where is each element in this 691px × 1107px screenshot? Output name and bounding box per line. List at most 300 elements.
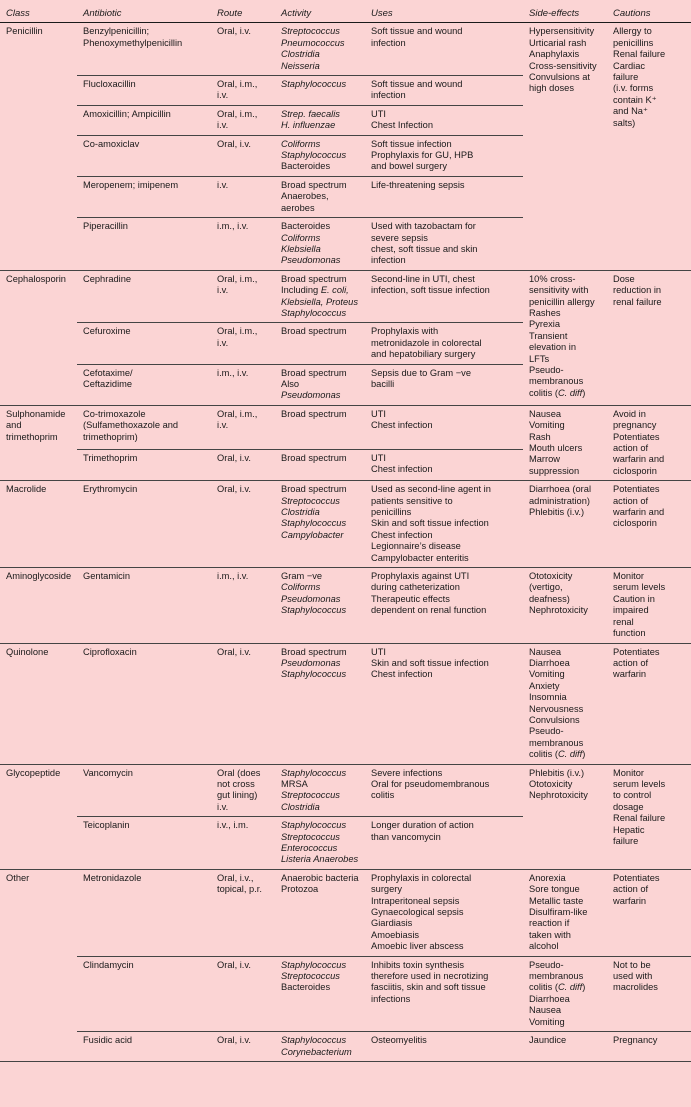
side-effects-cell xyxy=(523,23,607,270)
activity-line: Clostridia xyxy=(281,801,320,812)
route-line: i.m., i.v. xyxy=(217,571,249,582)
antibiotic-line: Cefotaxime/ xyxy=(83,367,133,378)
activity-line: Klebsiella, Proteus xyxy=(281,296,358,307)
class-cell: Cephalosporin xyxy=(0,270,77,405)
antibiotic-line: Co-amoxiclav xyxy=(83,138,140,149)
uses-line: during catheterization xyxy=(371,582,460,593)
side-effect-line: Diarrhoea xyxy=(529,657,570,668)
side-effect-line: Nervousness xyxy=(529,703,584,714)
activity-cell xyxy=(275,956,365,1031)
route-line: i.v. xyxy=(217,801,229,812)
side-effect-line: Nausea xyxy=(529,1005,562,1016)
caution-line: Allergy to xyxy=(613,26,652,37)
antibiotic-line: Flucloxacillin xyxy=(83,79,136,90)
side-effect-line: Phlebitis (i.v.) xyxy=(529,767,585,778)
activity-line: Including E. coli, xyxy=(281,285,349,296)
side-effect-line: Nephrotoxicity xyxy=(529,790,588,801)
route-line: Oral, i.m., xyxy=(217,79,258,90)
caution-line: serum levels xyxy=(613,778,666,789)
route-cell xyxy=(211,764,275,817)
cautions-cell xyxy=(607,643,691,764)
class-cell: Quinolone xyxy=(0,643,77,764)
antibiotic-cell xyxy=(77,76,211,106)
side-effect-line: Vomiting xyxy=(529,1016,565,1027)
route-line: Oral, i.v., xyxy=(217,872,254,883)
activity-cell xyxy=(275,764,365,817)
caution-line: salts) xyxy=(613,117,636,128)
activity-line: Coliforms xyxy=(281,138,321,149)
antibiotic-cell xyxy=(77,568,211,643)
class-cell: Macrolide xyxy=(0,481,77,568)
side-effects-cell xyxy=(523,405,607,480)
caution-line: reduction in xyxy=(613,285,662,296)
antibiotic-cell xyxy=(77,364,211,405)
header-antibiotic: Antibiotic xyxy=(77,0,211,23)
antibiotic-cell xyxy=(77,449,211,481)
uses-line: bacilli xyxy=(371,378,395,389)
uses-cell xyxy=(365,869,523,956)
route-cell xyxy=(211,568,275,643)
activity-line: Coliforms xyxy=(281,582,321,593)
side-effects-cell xyxy=(523,270,607,405)
uses-line: Soft tissue and wound xyxy=(371,26,463,37)
side-effect-line: Pyrexia xyxy=(529,319,561,330)
class-group-macrolide xyxy=(0,481,691,568)
activity-line: Pseudomonas xyxy=(281,593,341,604)
route-cell xyxy=(211,135,275,176)
side-effect-line: Pseudo- xyxy=(529,959,564,970)
activity-line: Neisseria xyxy=(281,60,320,71)
antibiotic-cell xyxy=(77,323,211,364)
antibiotic-cell xyxy=(77,218,211,271)
antibiotic-line: Fusidic acid xyxy=(83,1035,133,1046)
activity-line: Strep. faecalis xyxy=(281,108,340,119)
side-effect-line: deafness) xyxy=(529,593,570,604)
side-effect-line: suppression xyxy=(529,465,580,476)
caution-line: and Na⁺ xyxy=(613,106,648,117)
activity-line: Staphylococcus xyxy=(281,1035,347,1046)
table-row xyxy=(0,270,691,323)
class-group-quinolone xyxy=(0,643,691,764)
antibiotic-cell xyxy=(77,23,211,76)
uses-line: patients sensitive to xyxy=(371,495,453,506)
side-effect-line: Nausea xyxy=(529,408,562,419)
cautions-cell xyxy=(607,869,691,956)
side-effect-line: elevation in xyxy=(529,342,577,353)
caution-line: dosage xyxy=(613,801,644,812)
route-cell xyxy=(211,364,275,405)
antibiotic-line: Meropenem; imipenem xyxy=(83,179,179,190)
antibiotic-line: Gentamicin xyxy=(83,571,131,582)
caution-line: Potentiates xyxy=(613,872,660,883)
italic-term: Pseudomonas xyxy=(281,390,341,401)
activity-line: Also Pseudomonas xyxy=(281,378,341,401)
side-effects-cell xyxy=(523,643,607,764)
activity-line: Broad spectrum xyxy=(281,452,347,463)
side-effect-line: Nephrotoxicity xyxy=(529,605,588,616)
antibiotic-line: Cephradine xyxy=(83,273,132,284)
activity-line: Streptococcus xyxy=(281,26,340,37)
italic-term: E. coli, xyxy=(320,285,349,296)
caution-line: Potentiates xyxy=(613,431,660,442)
activity-line: Broad spectrum xyxy=(281,326,347,337)
uses-line: Longer duration of action xyxy=(371,820,474,831)
uses-line: Prophylaxis for GU, HPB xyxy=(371,150,474,161)
activity-line: Broad spectrum xyxy=(281,484,347,495)
antibiotic-cell xyxy=(77,405,211,449)
activity-cell xyxy=(275,323,365,364)
antibiotic-line: Vancomycin xyxy=(83,767,133,778)
route-cell xyxy=(211,176,275,217)
route-cell xyxy=(211,218,275,271)
table-row xyxy=(0,1032,691,1062)
activity-line: Pneumococcus xyxy=(281,37,345,48)
activity-cell xyxy=(275,449,365,481)
header-route: Route xyxy=(211,0,275,23)
caution-line: serum levels xyxy=(613,582,666,593)
uses-line: Soft tissue and wound xyxy=(371,79,463,90)
caution-line: action of xyxy=(613,443,649,453)
activity-cell xyxy=(275,23,365,76)
activity-line: Pseudomonas xyxy=(281,255,341,266)
side-effect-line: Nausea xyxy=(529,646,562,657)
uses-cell xyxy=(365,956,523,1031)
uses-cell xyxy=(365,405,523,449)
table-row xyxy=(0,405,691,449)
header-row xyxy=(0,0,691,23)
side-effect-line: Rash xyxy=(529,431,551,442)
uses-line: and bowel surgery xyxy=(371,161,447,172)
antibiotic-cell xyxy=(77,1032,211,1062)
activity-cell xyxy=(275,481,365,568)
side-effects-cell xyxy=(523,956,607,1031)
table-row xyxy=(0,869,691,956)
activity-line: Streptococcus xyxy=(281,790,340,801)
side-effect-line: sensitivity with xyxy=(529,285,589,296)
antibiotic-line: Clindamycin xyxy=(83,959,134,970)
side-effect-line: Anxiety xyxy=(529,680,560,691)
cautions-cell xyxy=(607,23,691,270)
activity-line: Streptococcus xyxy=(281,495,340,506)
antibiotic-cell xyxy=(77,764,211,817)
uses-line: infection, soft tissue infection xyxy=(371,285,490,296)
caution-line: pregnancy xyxy=(613,420,657,431)
antibiotic-line: Benzylpenicillin; xyxy=(83,26,150,37)
uses-line: Prophylaxis in colorectal xyxy=(371,872,472,883)
side-effect-line: Pseudo- xyxy=(529,364,564,375)
side-effect-line: Ototoxicity xyxy=(529,778,573,789)
caution-line: to control xyxy=(613,790,652,801)
uses-line: Amoebic liver abscess xyxy=(371,941,464,952)
uses-cell xyxy=(365,135,523,176)
antibiotic-line: Teicoplanin xyxy=(83,820,130,831)
uses-line: Skin and soft tissue infection xyxy=(371,657,489,668)
route-line: Oral, i.v. xyxy=(217,26,251,37)
side-effect-line: Disulfiram-like xyxy=(529,907,588,918)
activity-line: Staphylococcus xyxy=(281,79,347,90)
uses-line: Second-line in UTI, chest xyxy=(371,273,475,284)
route-line: gut lining) xyxy=(217,790,258,801)
uses-line: Amoebiasis xyxy=(371,929,420,940)
side-effect-line: Diarrhoea (oral xyxy=(529,484,592,495)
side-effect-line: Vomiting xyxy=(529,669,565,680)
header-class: Class xyxy=(0,0,77,23)
route-line: i.v. xyxy=(217,285,229,296)
uses-line: therefore used in necrotizing xyxy=(371,971,489,982)
side-effect-line: administration) xyxy=(529,495,590,506)
activity-cell xyxy=(275,817,365,870)
side-effect-line: Convulsions at xyxy=(529,72,590,83)
uses-line: Chest Infection xyxy=(371,120,434,131)
route-line: i.v. xyxy=(217,90,229,101)
activity-line: Clostridia xyxy=(281,507,320,518)
side-effect-line: Mouth ulcers xyxy=(529,443,583,453)
caution-line: used with xyxy=(613,971,653,982)
uses-line: Therapeutic effects xyxy=(371,593,450,604)
side-effect-line: reaction if xyxy=(529,918,570,929)
side-effect-line: Convulsions xyxy=(529,714,580,725)
side-effects-cell xyxy=(523,869,607,956)
route-cell xyxy=(211,23,275,76)
activity-line: Staphylococcus xyxy=(281,959,347,970)
uses-line: Sepsis due to Gram −ve xyxy=(371,367,471,378)
activity-cell xyxy=(275,869,365,956)
route-line: Oral, i.v. xyxy=(217,646,251,657)
side-effects-cell xyxy=(523,481,607,568)
cautions-cell xyxy=(607,270,691,405)
caution-line: Monitor xyxy=(613,571,645,582)
antibiotic-cell xyxy=(77,270,211,323)
activity-line: Broad spectrum xyxy=(281,408,347,419)
route-line: i.v. xyxy=(217,120,229,131)
caution-line: ciclosporin xyxy=(613,518,657,529)
uses-cell xyxy=(365,76,523,106)
uses-line: Osteomyelitis xyxy=(371,1035,427,1046)
route-cell xyxy=(211,323,275,364)
antibiotic-cell xyxy=(77,105,211,135)
side-effect-line: Sore tongue xyxy=(529,884,580,895)
side-effects-cell xyxy=(523,1032,607,1062)
activity-line: Broad spectrum xyxy=(281,367,347,378)
italic-term: C. diff xyxy=(557,982,583,993)
route-line: Oral, i.v. xyxy=(217,452,251,463)
route-line: Oral, i.m., xyxy=(217,108,258,119)
side-effect-line: Urticarial rash xyxy=(529,37,587,48)
caution-line: warfarin xyxy=(613,669,647,680)
uses-line: than vancomycin xyxy=(371,831,441,842)
activity-cell xyxy=(275,105,365,135)
route-line: Oral, i.m., xyxy=(217,326,258,337)
uses-line: Legionnaire’s disease xyxy=(371,541,461,552)
caution-line: Dose xyxy=(613,273,635,284)
uses-cell xyxy=(365,176,523,217)
activity-line: Campylobacter xyxy=(281,529,344,540)
uses-line: Gynaecological sepsis xyxy=(371,907,464,918)
uses-cell xyxy=(365,568,523,643)
class-cell: Other xyxy=(0,869,77,1061)
activity-line: Broad spectrum xyxy=(281,646,347,657)
activity-line: Pseudomonas xyxy=(281,657,341,668)
activity-cell xyxy=(275,1032,365,1062)
table-row xyxy=(0,956,691,1031)
activity-line: Broad spectrum xyxy=(281,273,347,284)
side-effect-line: Ototoxicity xyxy=(529,571,573,582)
activity-line: Gram −ve xyxy=(281,571,323,582)
antibiotic-cell xyxy=(77,869,211,956)
side-effect-line: colitis (C. diff) xyxy=(529,749,586,760)
side-effect-line: alcohol xyxy=(529,941,559,952)
italic-term: C. diff xyxy=(557,387,583,398)
antibiotic-cell xyxy=(77,643,211,764)
caution-line: function xyxy=(613,628,646,639)
uses-line: infections xyxy=(371,993,411,1004)
activity-line: MRSA xyxy=(281,778,308,789)
class-cell: Sulphonamide and trimethoprim xyxy=(0,405,77,480)
uses-line: UTI xyxy=(371,108,386,119)
caution-line: contain K⁺ xyxy=(613,94,657,105)
uses-line: Chest infection xyxy=(371,529,433,540)
antibiotic-line: Ceftazidime xyxy=(83,378,133,389)
uses-line: Skin and soft tissue infection xyxy=(371,518,489,529)
route-line: Oral, i.m., xyxy=(217,408,258,419)
uses-line: colitis xyxy=(371,790,395,801)
table-row xyxy=(0,23,691,76)
activity-line: Staphylococcus xyxy=(281,307,347,318)
uses-cell xyxy=(365,643,523,764)
side-effect-line: Transient xyxy=(529,330,568,341)
caution-line: Cardiac xyxy=(613,60,646,71)
antibiotic-cell xyxy=(77,817,211,870)
activity-cell xyxy=(275,135,365,176)
route-line: i.v. xyxy=(217,179,229,190)
route-cell xyxy=(211,405,275,449)
uses-line: infection xyxy=(371,255,406,266)
side-effect-line: taken with xyxy=(529,929,571,940)
uses-line: dependent on renal function xyxy=(371,605,487,616)
activity-line: Streptococcus xyxy=(281,831,340,842)
activity-cell xyxy=(275,364,365,405)
caution-line: warfarin and xyxy=(613,507,665,518)
uses-line: chest, soft tissue and skin xyxy=(371,243,478,254)
caution-line: action of xyxy=(613,495,649,506)
uses-line: Inhibits toxin synthesis xyxy=(371,959,465,970)
side-effect-line: Hypersensitivity xyxy=(529,26,595,37)
antibiotic-line: Ciprofloxacin xyxy=(83,646,137,657)
caution-line: Caution in xyxy=(613,593,655,604)
uses-line: UTI xyxy=(371,452,386,463)
side-effects-cell xyxy=(523,568,607,643)
antibiotic-line: Co-trimoxazole xyxy=(83,408,146,419)
cautions-cell xyxy=(607,1032,691,1062)
caution-line: Renal failure xyxy=(613,813,666,824)
side-effect-line: colitis (C. diff) xyxy=(529,387,586,398)
caution-line: warfarin and xyxy=(613,454,665,465)
class-group-cephalosporin xyxy=(0,270,691,405)
uses-line: Severe infections xyxy=(371,767,443,778)
cautions-cell xyxy=(607,405,691,480)
route-cell xyxy=(211,481,275,568)
caution-line: macrolides xyxy=(613,982,658,993)
activity-line: Clostridia xyxy=(281,49,320,60)
uses-line: fasciitis, skin and soft tissue xyxy=(371,982,486,993)
route-cell xyxy=(211,270,275,323)
route-line: i.v. xyxy=(217,420,229,431)
route-line: topical, p.r. xyxy=(217,884,262,895)
route-line: i.m., i.v. xyxy=(217,221,249,232)
uses-cell xyxy=(365,817,523,870)
activity-cell xyxy=(275,176,365,217)
side-effect-line: membranous xyxy=(529,376,584,387)
activity-cell xyxy=(275,643,365,764)
cautions-cell xyxy=(607,481,691,568)
antibiotic-line: Amoxicillin; Ampicillin xyxy=(83,108,171,119)
side-effect-line: Anaphylaxis xyxy=(529,49,580,60)
activity-cell xyxy=(275,76,365,106)
uses-line: Life-threatening sepsis xyxy=(371,179,465,190)
caution-line: warfarin xyxy=(613,895,647,906)
uses-line: surgery xyxy=(371,884,403,895)
caution-line: failure xyxy=(613,72,639,83)
caution-line: Not to be xyxy=(613,959,651,970)
caution-line: Monitor xyxy=(613,767,645,778)
activity-line: Anaerobes, xyxy=(281,191,329,202)
uses-cell xyxy=(365,105,523,135)
caution-line: penicillins xyxy=(613,37,654,48)
route-line: not cross xyxy=(217,778,255,789)
activity-line: Streptococcus xyxy=(281,971,340,982)
route-cell xyxy=(211,105,275,135)
uses-cell xyxy=(365,218,523,271)
uses-cell xyxy=(365,1032,523,1062)
header-side-effects: Side-effects xyxy=(523,0,607,23)
class-group-glycopeptide xyxy=(0,764,691,869)
side-effect-line: Cross-sensitivity xyxy=(529,60,597,71)
cautions-cell xyxy=(607,568,691,643)
activity-line: Protozoa xyxy=(281,884,319,895)
antibiotic-line: Cefuroxime xyxy=(83,326,131,337)
antibiotic-line: Phenoxymethylpenicillin xyxy=(83,37,183,48)
uses-line: Campylobacter enteritis xyxy=(371,552,469,563)
uses-line: infection xyxy=(371,90,406,101)
caution-line: failure xyxy=(613,836,639,846)
route-cell xyxy=(211,869,275,956)
uses-line: Chest infection xyxy=(371,420,433,431)
side-effect-line: membranous xyxy=(529,971,584,982)
uses-cell xyxy=(365,270,523,323)
uses-line: severe sepsis xyxy=(371,232,428,243)
route-cell xyxy=(211,643,275,764)
uses-line: UTI xyxy=(371,408,386,419)
caution-line: renal xyxy=(613,616,634,627)
uses-cell xyxy=(365,364,523,405)
uses-line: and hepatobiliary surgery xyxy=(371,349,476,360)
side-effect-line: LFTs xyxy=(529,353,550,364)
cautions-cell xyxy=(607,764,691,869)
uses-line: Used with tazobactam for xyxy=(371,221,476,232)
activity-line: H. influenzae xyxy=(281,120,336,131)
side-effect-line: membranous xyxy=(529,737,584,748)
antibiotic-cell xyxy=(77,176,211,217)
activity-line: Anaerobic bacteria xyxy=(281,872,359,883)
activity-cell xyxy=(275,568,365,643)
activity-line: aerobes xyxy=(281,202,315,213)
route-line: Oral, i.v. xyxy=(217,959,251,970)
route-line: Oral, i.v. xyxy=(217,1035,251,1046)
activity-line: Broad spectrum xyxy=(281,179,347,190)
uses-line: Chest infection xyxy=(371,463,433,474)
antibiotic-cell xyxy=(77,956,211,1031)
uses-line: penicillins xyxy=(371,507,412,518)
